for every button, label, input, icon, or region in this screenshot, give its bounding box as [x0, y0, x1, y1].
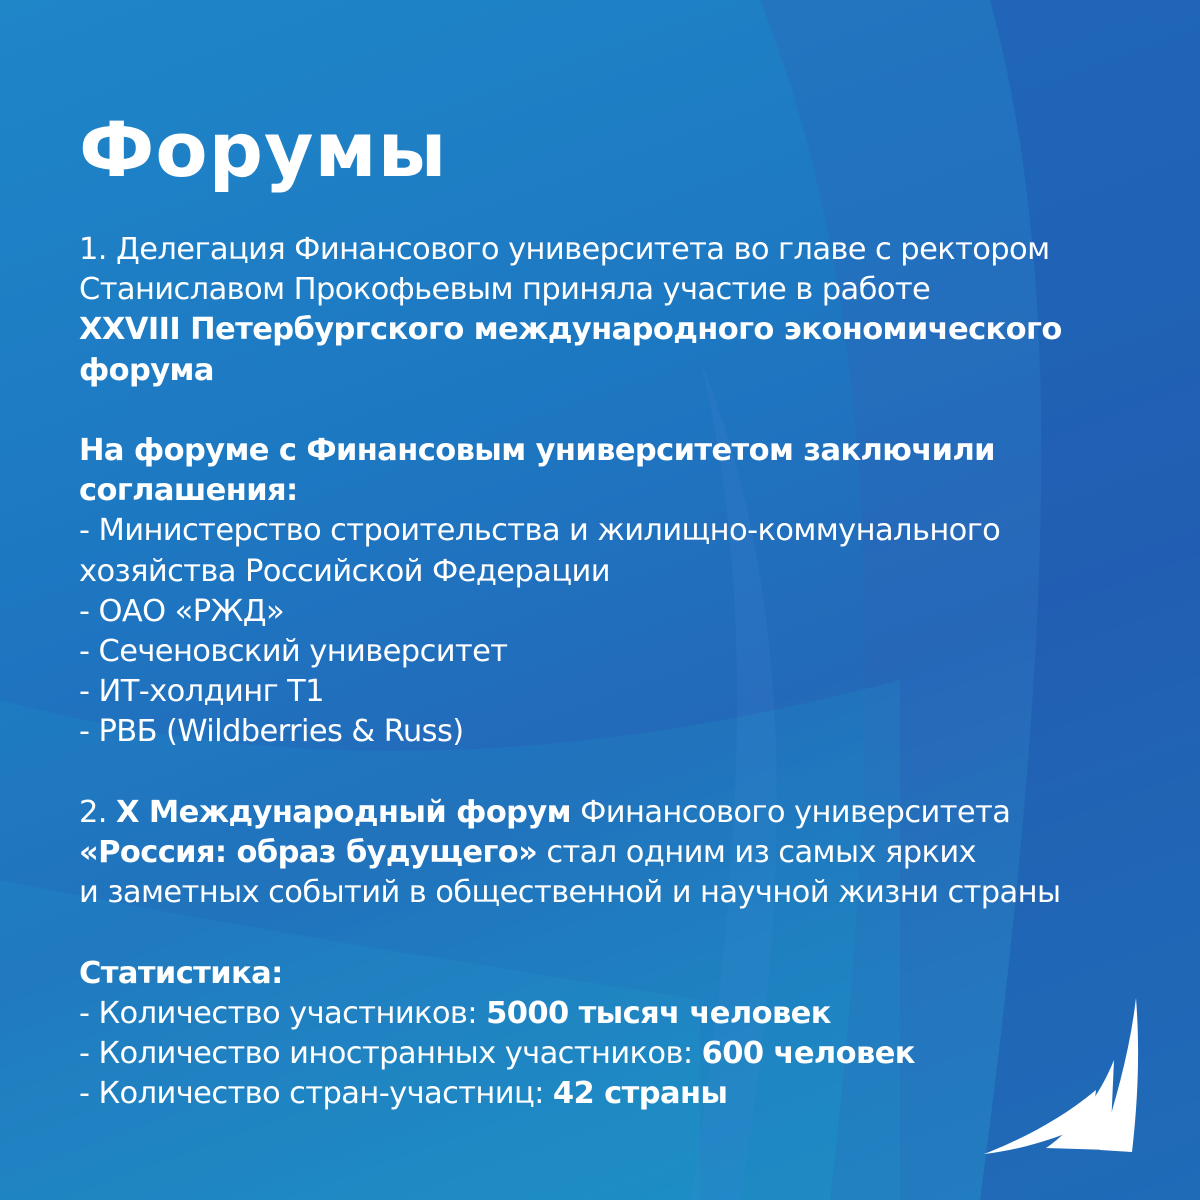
section1-intro-line2: Станиславом Прокофьевым приняла участие в работе	[79, 272, 931, 308]
stats-heading: Статистика:	[79, 955, 283, 991]
list-item: хозяйства Российской Федерации	[79, 553, 610, 589]
stats-item	[79, 1074, 1062, 1114]
section2-line3: и заметных событий в общественной и научной жизни страны	[79, 875, 1061, 911]
section1-forum-line1	[79, 310, 1062, 350]
list-item: - Сеченовский университет	[79, 634, 508, 670]
stats-item	[79, 994, 1062, 1034]
agreements-heading-line2	[79, 471, 1062, 511]
page-title: Форумы	[79, 105, 448, 194]
section2-number: 2.	[79, 794, 116, 830]
section2-theme: «Россия: образ будущего»	[79, 835, 538, 871]
agreements-heading-line1	[79, 431, 1062, 471]
sail-logo-icon	[980, 990, 1140, 1160]
section2-line2	[79, 833, 1062, 873]
stats-value: 5000 тысяч человек	[486, 995, 831, 1031]
list-item: - ИТ-холдинг Т1	[79, 674, 324, 710]
stats-value: 600 человек	[701, 1036, 915, 1072]
section1-intro-line1: 1. Делегация Финансового университета во главе с ректором	[79, 232, 1050, 267]
stats-label: - Количество иностранных участников:	[79, 1036, 702, 1072]
forum-name-end: форума	[79, 352, 214, 388]
stats-item	[79, 1034, 1062, 1074]
forum-name: XXVIII Петербургского международного экономического	[79, 312, 1062, 348]
spacer	[79, 753, 1062, 793]
section2-line2-rest: стал одним из самых ярких	[537, 835, 976, 871]
list-item: - ОАО «РЖД»	[79, 593, 285, 629]
stats-label: - Количество участников:	[79, 995, 487, 1031]
agreements-heading-end: соглашения:	[79, 473, 298, 509]
stats-heading-line	[79, 954, 1062, 994]
list-item: - РВБ (Wildberries & Russ)	[79, 714, 464, 750]
agreements-heading: На форуме с Финансовым университетом заключили	[79, 433, 995, 468]
body-text	[79, 230, 1062, 1114]
stats-value: 42 страны	[552, 1076, 728, 1112]
stats-label: - Количество стран-участниц:	[79, 1076, 553, 1112]
section2-forum-name: X Международный форум	[116, 794, 572, 830]
section2-line1	[79, 793, 1062, 833]
spacer	[79, 913, 1062, 953]
spacer	[79, 391, 1062, 431]
section2-line1-rest: Финансового университета	[571, 794, 1011, 830]
list-item: - Министерство строительства и жилищно-коммунального	[79, 513, 1001, 549]
section1-forum-line2	[79, 351, 1062, 391]
